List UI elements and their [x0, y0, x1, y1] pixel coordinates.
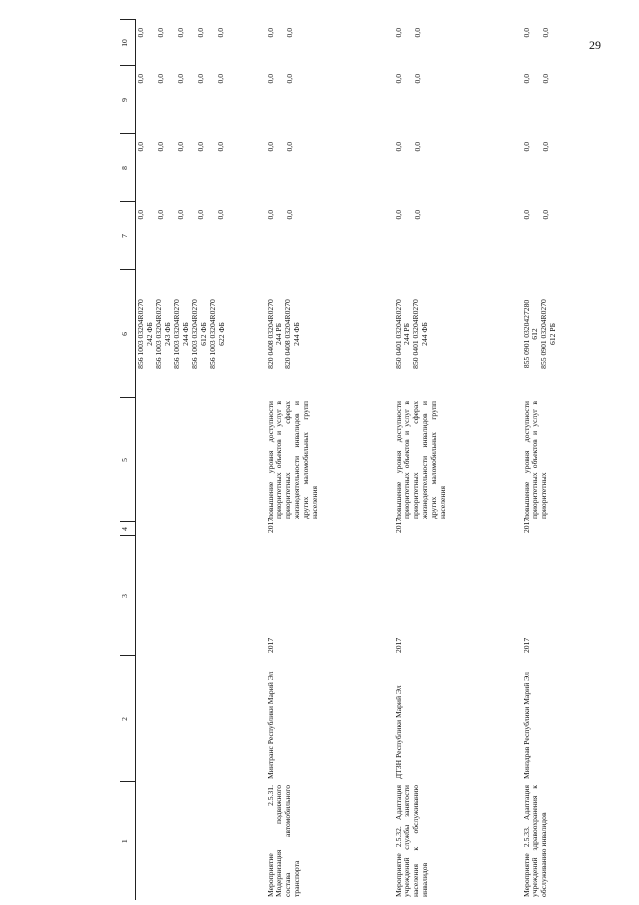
amount-value: 0,0 [136, 142, 145, 152]
budget-code-line: 244 ФБ [420, 322, 430, 346]
cell-col-2: ДТЗН Республики Марий Эл [393, 685, 403, 779]
column-header: 1 [120, 782, 136, 900]
cell-col-10 [522, 20, 618, 66]
cell-col-4: 2017 [265, 517, 275, 533]
budget-code-line: 242 ФБ [144, 322, 154, 346]
amount-value: 0,0 [285, 28, 295, 38]
cell-col-4: 2017 [521, 517, 531, 533]
amount-value: 0,0 [413, 28, 423, 38]
cell-col-6 [266, 270, 394, 398]
amount-value: 0,0 [541, 28, 551, 38]
amount-value: 0,0 [155, 142, 165, 152]
cell-col-7 [394, 202, 522, 270]
cell-col-10 [266, 20, 394, 66]
column-header: 10 [120, 20, 136, 66]
amount-value: 0,0 [285, 74, 295, 84]
amount-value: 0,0 [136, 210, 145, 220]
budget-code-line: 612 ФБ [198, 322, 208, 346]
cell-col-3: 2017 [521, 637, 531, 653]
cell-col-3: 2017 [393, 637, 403, 653]
budget-code-line: 244 РБ [274, 323, 284, 345]
amount-value: 0,0 [413, 210, 423, 220]
amount-value: 0,0 [195, 28, 205, 38]
table-row [394, 20, 522, 900]
cell-col-8 [266, 134, 394, 202]
table-row [136, 20, 266, 900]
amount-value: 0,0 [393, 142, 403, 152]
column-header: 5 [120, 398, 136, 522]
amount-value: 0,0 [175, 74, 185, 84]
amount-value: 0,0 [175, 142, 185, 152]
cell-col-2 [136, 656, 266, 782]
amount-value: 0,0 [175, 210, 185, 220]
budget-code-line: 244 ФБ [292, 322, 302, 346]
column-header: 3 [120, 536, 136, 656]
cell-col-5: повышение уровня доступности приоритетных объектов и услуг в приоритетных сферах жизнедеятельности инвалидов и других маломобильных групп населения [393, 401, 448, 519]
budget-code-line: 850 0401 03204R0270 [393, 299, 403, 369]
budget-code-line: 856 1003 03204R0270 [153, 299, 163, 369]
column-header: 7 [120, 202, 136, 270]
amount-value: 0,0 [393, 28, 403, 38]
rotated-table-container [120, 20, 630, 900]
amount-value: 0,0 [265, 142, 275, 152]
budget-code-line: 622 ФБ [216, 322, 226, 346]
amount-value: 0,0 [521, 210, 531, 220]
amount-value: 0,0 [136, 74, 145, 84]
amount-value: 0,0 [215, 28, 225, 38]
cell-col-8 [394, 134, 522, 202]
budget-code-line: 820 0408 03204R0270 [265, 299, 275, 369]
cell-col-10 [394, 20, 522, 66]
amount-value: 0,0 [265, 74, 275, 84]
budget-code-line: 856 1003 03204R0270 [207, 299, 217, 369]
budget-code-line: 612 [530, 328, 540, 340]
column-header: 4 [120, 522, 136, 536]
amount-value: 0,0 [541, 74, 551, 84]
amount-value: 0,0 [393, 210, 403, 220]
cell-col-6 [136, 270, 266, 398]
cell-col-8 [522, 134, 618, 202]
cell-col-5: повышение уровня доступности приоритетных объектов и услуг в приоритетных [521, 401, 549, 519]
cell-col-8 [136, 134, 266, 202]
column-header: 2 [120, 656, 136, 782]
amount-value: 0,0 [195, 142, 205, 152]
cell-col-9 [136, 66, 266, 134]
amount-value: 0,0 [521, 74, 531, 84]
amount-value: 0,0 [541, 210, 551, 220]
amount-value: 0,0 [215, 74, 225, 84]
budget-code-line: 850 0401 03204R0270 [411, 299, 421, 369]
budget-code-line: 856 1003 03204R0270 [189, 299, 199, 369]
page-number: 29 [589, 38, 601, 52]
table-body [136, 20, 618, 900]
cell-col-7 [266, 202, 394, 270]
cell-col-7 [136, 202, 266, 270]
budget-code-line: 856 1003 03204R0270 [136, 299, 145, 369]
table-row [266, 20, 394, 900]
cell-col-2: Минтранс Республики Марий Эл [265, 671, 275, 779]
cell-col-1: Мероприятие 2.5.32. Адаптация учреждений службы занятости населения к обслуживанию инвалидов [393, 785, 430, 897]
budget-code-line: 855 0901 0320427280 [521, 299, 531, 369]
amount-value: 0,0 [175, 28, 185, 38]
amount-value: 0,0 [521, 142, 531, 152]
table-row [522, 20, 618, 900]
cell-col-5: повышение уровня доступности приоритетных объектов и услуг в приоритетных сферах жизнедеятельности инвалидов и других маломобильных групп населения [265, 401, 320, 519]
cell-col-3: 2017 [265, 637, 275, 653]
column-header: 6 [120, 270, 136, 398]
amount-value: 0,0 [413, 74, 423, 84]
budget-code-line: 244 РБ [402, 323, 412, 345]
column-header: 8 [120, 134, 136, 202]
cell-col-5 [136, 398, 266, 522]
amount-value: 0,0 [155, 28, 165, 38]
cell-col-9 [394, 66, 522, 134]
budget-code-line: 855 0901 03204R0270 [539, 299, 549, 369]
column-header: 9 [120, 66, 136, 134]
program-activities-table [120, 20, 618, 901]
budget-code-line: 820 0408 03204R0270 [283, 299, 293, 369]
cell-col-4 [136, 522, 266, 536]
amount-value: 0,0 [215, 210, 225, 220]
cell-col-6 [394, 270, 522, 398]
amount-value: 0,0 [413, 142, 423, 152]
amount-value: 0,0 [265, 28, 275, 38]
amount-value: 0,0 [195, 210, 205, 220]
amount-value: 0,0 [215, 142, 225, 152]
budget-code-line: 612 РБ [548, 323, 558, 345]
cell-col-1 [136, 782, 266, 900]
amount-value: 0,0 [541, 142, 551, 152]
column-number-row [120, 20, 136, 900]
cell-col-1: Мероприятие 2.5.33. Адаптация учреждений здравоохранения к обслуживанию инвалидов [521, 785, 549, 897]
amount-value: 0,0 [155, 210, 165, 220]
amount-value: 0,0 [285, 210, 295, 220]
amount-value: 0,0 [393, 74, 403, 84]
budget-code-line: 243 ФБ [162, 322, 172, 346]
budget-code-line: 244 ФБ [180, 322, 190, 346]
cell-col-3 [136, 536, 266, 656]
cell-col-1: Мероприятие 2.5.31. Модернизация подвижного состава автомобильного транспорта [265, 785, 302, 897]
amount-value: 0,0 [155, 74, 165, 84]
cell-col-9 [522, 66, 618, 134]
budget-code-line: 856 1003 03204R0270 [171, 299, 181, 369]
amount-value: 0,0 [521, 28, 531, 38]
cell-col-6 [522, 270, 618, 398]
amount-value: 0,0 [195, 74, 205, 84]
amount-value: 0,0 [265, 210, 275, 220]
cell-col-10 [136, 20, 266, 66]
cell-col-2: Минздрав Республики Марий Эл [521, 672, 531, 779]
amount-value: 0,0 [136, 28, 145, 38]
cell-col-4: 2017 [393, 517, 403, 533]
cell-col-7 [522, 202, 618, 270]
cell-col-9 [266, 66, 394, 134]
amount-value: 0,0 [285, 142, 295, 152]
